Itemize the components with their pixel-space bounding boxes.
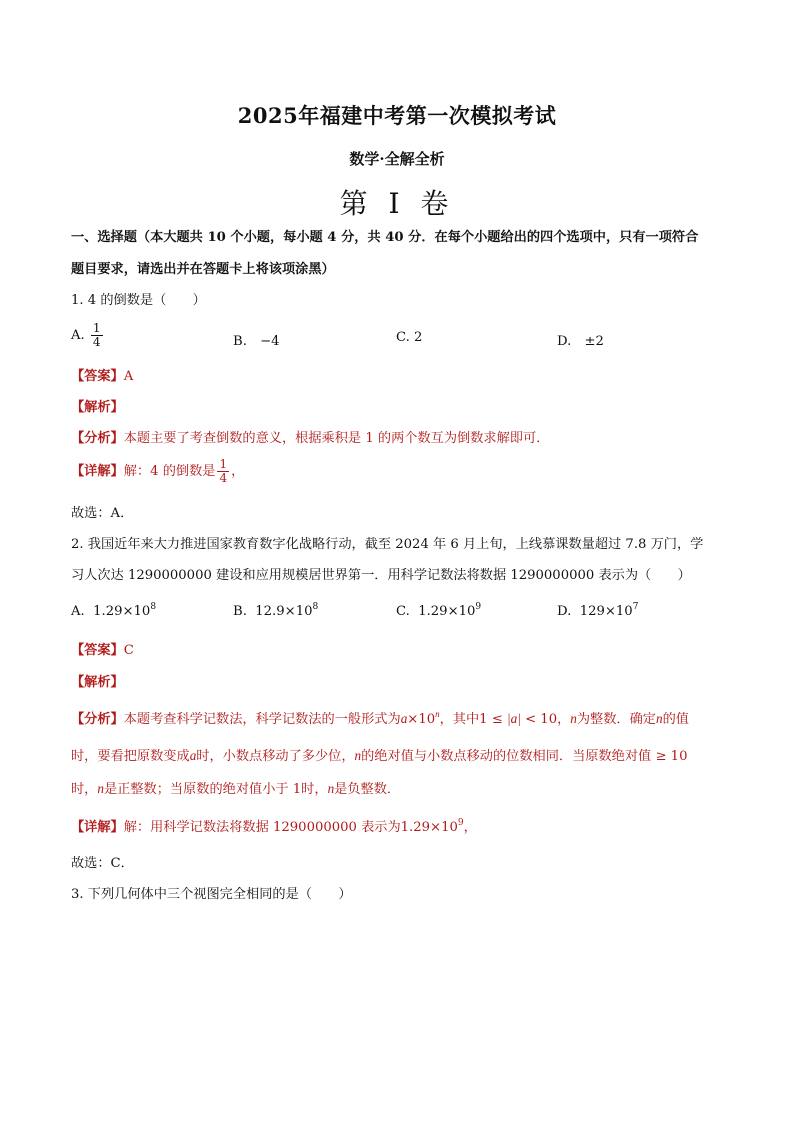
detail-fraction bbox=[217, 458, 229, 485]
fenxi-text: 是负整数． bbox=[334, 782, 401, 797]
fenxi-text: 时， bbox=[71, 782, 98, 797]
q2-choose: 故选：C． bbox=[71, 856, 134, 871]
option-exponent: 9 bbox=[475, 602, 482, 612]
math-var: a bbox=[189, 748, 197, 763]
q2-answer bbox=[71, 641, 134, 661]
answer-value: C bbox=[123, 643, 134, 658]
option-base: 1.29×10 bbox=[93, 604, 151, 619]
q1-option-a-label: A. bbox=[71, 328, 85, 343]
fenxi-text: 本题主要了考查倒数的意义，根据乘积是 1 的两个数互为倒数求解即可． bbox=[123, 431, 550, 446]
fraction-denominator: 4 bbox=[219, 471, 228, 485]
q2-stem-line2: 习人次达 1290000000 建设和应用规模居世界第一．用科学记数法将数据 1290000000 表示为（ ） bbox=[71, 568, 691, 583]
q2-option-a bbox=[71, 604, 156, 619]
q1-option-d: D. ±2 bbox=[557, 334, 604, 349]
q2-option-c bbox=[396, 604, 481, 619]
q1-stem: 1. 4 的倒数是（ ） bbox=[71, 293, 206, 308]
q1-answer bbox=[71, 367, 133, 387]
option-base: 129×10 bbox=[579, 604, 633, 619]
fenxi-text: 是正整数；当原数的绝对值小于 1时， bbox=[103, 782, 328, 797]
q1-fenxi bbox=[71, 429, 549, 449]
fenxi-text: 时，要看把原数变成 bbox=[71, 749, 190, 764]
detail-tag: 【详解】 bbox=[71, 820, 124, 835]
option-label: D. bbox=[557, 604, 572, 619]
q3-stem: 3. 下列几何体中三个视图完全相同的是（ ） bbox=[71, 887, 352, 902]
exam-subtitle: 数学·全解全析 bbox=[349, 150, 445, 168]
q1-option-c: C. 2 bbox=[396, 330, 423, 345]
detail-punct: ， bbox=[231, 464, 245, 479]
fraction-denominator: 4 bbox=[92, 335, 101, 349]
q2-fenxi-line3 bbox=[71, 779, 400, 800]
q1-analysis-tag: 【解析】 bbox=[71, 400, 124, 415]
math-var: a bbox=[400, 711, 408, 726]
fenxi-tag: 【分析】 bbox=[71, 431, 124, 446]
option-label: A. bbox=[71, 604, 85, 619]
q1-option-a-fraction bbox=[91, 322, 103, 349]
option-label: B. bbox=[233, 604, 247, 619]
answer-tag: 【答案】 bbox=[71, 369, 124, 384]
detail-text: 解：4 的倒数是 bbox=[123, 464, 216, 479]
detail-tag: 【详解】 bbox=[71, 464, 124, 479]
math-var: n bbox=[656, 711, 663, 726]
fenxi-text: 时，小数点移动了多少位， bbox=[196, 749, 355, 764]
exam-title: 2025年福建中考第一次模拟考试 bbox=[237, 103, 557, 128]
option-label: C. bbox=[396, 604, 410, 619]
detail-math: 1.29×10 bbox=[400, 820, 458, 835]
math-var: n bbox=[327, 781, 335, 796]
fenxi-text: 的绝对值与小数点移动的位数相同．当原数绝对值 ≥ 10 bbox=[361, 749, 688, 764]
q1-option-a bbox=[71, 322, 105, 349]
answer-tag: 【答案】 bbox=[71, 643, 124, 658]
detail-text: 解：用科学记数法将数据 1290000000 表示为 bbox=[123, 820, 401, 835]
detail-punct: ， bbox=[463, 820, 477, 835]
q2-analysis-tag: 【解析】 bbox=[71, 675, 124, 690]
q2-fenxi-line1 bbox=[71, 709, 689, 730]
q2-stem-line1: 2. 我国近年来大力推进国家教育数字化战略行动，截至 2024 年 6 月上旬，上线慕课数量超过 7.8 万门，学 bbox=[71, 537, 704, 552]
fraction-numerator: 1 bbox=[92, 321, 101, 335]
fraction-numerator: 1 bbox=[219, 457, 228, 471]
option-exponent: 8 bbox=[150, 602, 157, 612]
fenxi-text: 为整数．确定 bbox=[576, 712, 656, 727]
math-exponent: n bbox=[435, 709, 440, 719]
answer-value: A bbox=[123, 369, 134, 384]
math-var: n bbox=[570, 711, 577, 726]
math-text: ×10 bbox=[407, 712, 436, 727]
fenxi-tag: 【分析】 bbox=[71, 712, 124, 727]
fenxi-text: 本题考查科学记数法，科学记数法的一般形式为 bbox=[123, 712, 401, 727]
fenxi-text: ，其中1 ≤ bbox=[439, 712, 508, 727]
q2-option-b bbox=[233, 604, 318, 619]
volume-heading: 第 I 卷 bbox=[339, 187, 455, 220]
section-instructions-line2: 题目要求，请选出并在答题卡上将该项涂黑） bbox=[71, 262, 335, 277]
detail-exponent: 9 bbox=[457, 818, 464, 828]
q1-choose: 故选：A． bbox=[71, 506, 134, 521]
fenxi-text: 的值 bbox=[662, 712, 689, 727]
q2-fenxi-line2 bbox=[71, 746, 687, 767]
q1-detail bbox=[71, 458, 244, 485]
section-instructions-line1: 一、选择题（本大题共 10 个小题，每小题 4 分，共 40 分．在每个小题给出的四个选项中，只有一项符合 bbox=[71, 230, 699, 245]
q1-option-b: B. −4 bbox=[233, 334, 280, 349]
q2-detail bbox=[71, 818, 477, 838]
fenxi-text: < 10， bbox=[520, 712, 571, 727]
q2-option-d bbox=[557, 604, 638, 619]
math-var: n bbox=[97, 781, 104, 796]
math-var: n bbox=[354, 748, 362, 763]
option-exponent: 8 bbox=[312, 602, 319, 612]
option-exponent: 7 bbox=[632, 602, 639, 612]
option-base: 12.9×10 bbox=[255, 604, 313, 619]
option-base: 1.29×10 bbox=[418, 604, 476, 619]
math-abs: |a| bbox=[507, 711, 521, 726]
